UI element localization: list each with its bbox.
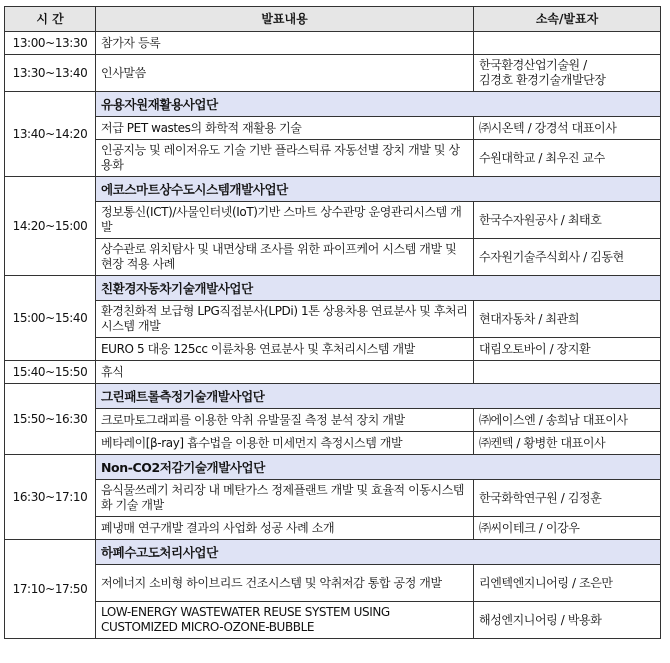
table-row <box>5 602 661 639</box>
topic-cell: 폐냉매 연구개발 결과의 사업화 성공 사례 소개 <box>96 517 474 540</box>
presenter-line: 한국환경산업기술원 / <box>479 58 587 72</box>
table-row <box>5 517 661 540</box>
topic-cell: LOW-ENERGY WASTEWATER REUSE SYSTEM USING CUSTOMIZED MICRO-OZONE-BUBBLE <box>96 602 474 639</box>
time-cell: 15:40~15:50 <box>5 361 96 384</box>
section-header-row <box>5 177 661 202</box>
time-cell: 13:40~14:20 <box>5 92 96 177</box>
table-row <box>5 239 661 276</box>
topic-cell: 음식물쓰레기 처리장 내 메탄가스 정제플랜트 개발 및 효율적 이동시스템화 기술 개발 <box>96 480 474 517</box>
time-cell: 14:20~15:00 <box>5 177 96 276</box>
section-title: 하폐수고도처리사업단 <box>96 540 661 565</box>
presenter-cell: 리엔텍엔지니어링 / 조은만 <box>474 565 661 602</box>
section-title: 에코스마트상수도시스템개발사업단 <box>96 177 661 202</box>
table-row <box>5 338 661 361</box>
table-row <box>5 480 661 517</box>
section-header-row <box>5 92 661 117</box>
header-topic: 발표내용 <box>96 7 474 32</box>
topic-cell: 베타레이[β-ray] 흡수법을 이용한 미세먼지 측정시스템 개발 <box>96 432 474 455</box>
schedule-table <box>4 6 661 639</box>
topic-cell: 참가자 등록 <box>96 32 474 55</box>
section-title: 유용자원재활용사업단 <box>96 92 661 117</box>
presenter-cell: ㈜켄텍 / 황병한 대표이사 <box>474 432 661 455</box>
time-cell: 13:00~13:30 <box>5 32 96 55</box>
topic-cell: EURO 5 대응 125cc 이륜차용 연료분사 및 후처리시스템 개발 <box>96 338 474 361</box>
topic-cell: 저급 PET wastes의 화학적 재활용 기술 <box>96 117 474 140</box>
section-header-row <box>5 276 661 301</box>
section-title: 그린패트롤측정기술개발사업단 <box>96 384 661 409</box>
presenter-cell <box>474 361 661 384</box>
presenter-cell: 한국화학연구원 / 김정훈 <box>474 480 661 517</box>
section-title: 친환경자동차기술개발사업단 <box>96 276 661 301</box>
header-row <box>5 7 661 32</box>
topic-cell: 저에너지 소비형 하이브리드 건조시스템 및 악취저감 통합 공정 개발 <box>96 565 474 602</box>
presenter-cell: 수자원기술주식회사 / 김동현 <box>474 239 661 276</box>
time-cell: 15:00~15:40 <box>5 276 96 361</box>
presenter-cell <box>474 55 661 92</box>
presenter-cell: 대림오토바이 / 장지환 <box>474 338 661 361</box>
presenter-cell: ㈜씨이테크 / 이강우 <box>474 517 661 540</box>
table-row <box>5 140 661 177</box>
time-cell: 17:10~17:50 <box>5 540 96 639</box>
section-header-row <box>5 455 661 480</box>
topic-cell: 상수관로 위치탐사 및 내면상태 조사를 위한 파이프케어 시스템 개발 및 현장 적용 사례 <box>96 239 474 276</box>
section-header-row <box>5 540 661 565</box>
table-row <box>5 301 661 338</box>
table-row <box>5 202 661 239</box>
presenter-cell: 해성엔지니어링 / 박용화 <box>474 602 661 639</box>
topic-cell: 인공지능 및 레이저유도 기술 기반 플라스틱류 자동선별 장치 개발 및 상용화 <box>96 140 474 177</box>
presenter-line: 김경호 환경기술개발단장 <box>479 73 606 87</box>
header-time: 시 간 <box>5 7 96 32</box>
presenter-cell <box>474 32 661 55</box>
table-row <box>5 432 661 455</box>
section-header-row <box>5 384 661 409</box>
presenter-cell: 현대자동차 / 최관희 <box>474 301 661 338</box>
presenter-cell: ㈜에이스엔 / 송희남 대표이사 <box>474 409 661 432</box>
table-row <box>5 32 661 55</box>
presenter-cell: 한국수자원공사 / 최태호 <box>474 202 661 239</box>
topic-cell: 정보통신(ICT)/사물인터넷(IoT)기반 스마트 상수관망 운영관리시스템 개발 <box>96 202 474 239</box>
topic-cell: 환경친화적 보급형 LPG직접분사(LPDi) 1톤 상용차용 연료분사 및 후처리시스템 개발 <box>96 301 474 338</box>
table-row <box>5 55 661 92</box>
presenter-cell: ㈜시온텍 / 강경석 대표이사 <box>474 117 661 140</box>
time-cell: 15:50~16:30 <box>5 384 96 455</box>
topic-cell: 크로마토그래피를 이용한 악취 유발물질 측정 분석 장치 개발 <box>96 409 474 432</box>
presenter-cell: 수원대학교 / 최우진 교수 <box>474 140 661 177</box>
table-row <box>5 565 661 602</box>
table-row <box>5 409 661 432</box>
section-title: Non-CO2저감기술개발사업단 <box>96 455 661 480</box>
time-cell: 16:30~17:10 <box>5 455 96 540</box>
table-row <box>5 361 661 384</box>
table-row <box>5 117 661 140</box>
topic-cell: 휴식 <box>96 361 474 384</box>
header-presenter: 소속/발표자 <box>474 7 661 32</box>
time-cell: 13:30~13:40 <box>5 55 96 92</box>
topic-cell: 인사말씀 <box>96 55 474 92</box>
